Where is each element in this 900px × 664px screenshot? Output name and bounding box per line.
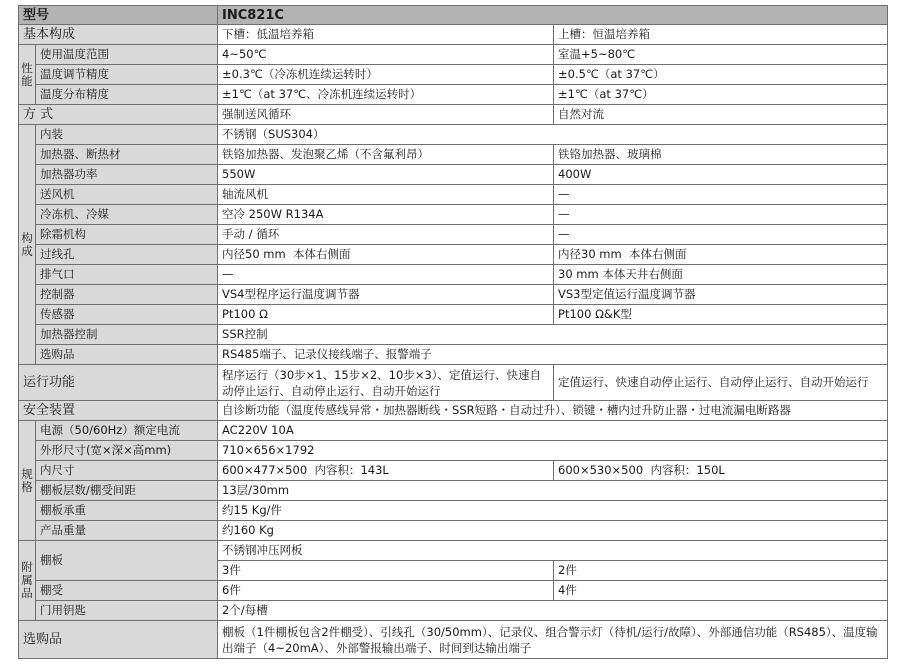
support-label: 棚受 [36, 581, 218, 601]
row-label: 使用温度范围 [36, 45, 218, 65]
shelf-label: 棚板 [36, 541, 218, 581]
constr-row-defrost [19, 225, 888, 245]
safety-value: 自诊断功能（温度传感线异常・加热器断线・SSR短路・自动过升）、锁键・槽内过升防止器・过电流漏电断路器 [218, 401, 888, 421]
cell-lower: ±1℃（at 37℃、冷冻机连续运转时） [218, 85, 554, 105]
row-label: 排气口 [36, 265, 218, 285]
row-label: 冷冻机、冷媒 [36, 205, 218, 225]
basic-label: 基本构成 [19, 25, 218, 45]
row-label: 选购品 [36, 345, 218, 365]
cell-lower: 550W [218, 165, 554, 185]
row-label: 除霜机构 [36, 225, 218, 245]
method-label: 方 式 [19, 105, 218, 125]
cell-upper: 400W [554, 165, 888, 185]
basic-row [19, 25, 888, 45]
row-label: 过线孔 [36, 245, 218, 265]
accessories-group-label: 附属品 [19, 541, 36, 621]
spec-row-power [19, 421, 888, 441]
cell-lower: 内径50 mm 本体右侧面 [218, 245, 554, 265]
safety-row [19, 401, 888, 421]
cell-lower: 空冷 250W R134A [218, 205, 554, 225]
model-value: INC821C [218, 6, 888, 25]
cell-value: AC220V 10A [218, 421, 888, 441]
cell-value: 约15 Kg/件 [218, 501, 888, 521]
cell-lower: 轴流风机 [218, 185, 554, 205]
row-label: 棚板层数/棚受间距 [36, 481, 218, 501]
spec-row-outer-size [19, 441, 888, 461]
constr-row-exhaust [19, 265, 888, 285]
constr-row-sensor [19, 305, 888, 325]
cell-value: 13层/30mm [218, 481, 888, 501]
specs-group-label: 规格 [19, 421, 36, 541]
options-value: 棚板（1件棚板包含2件棚受）、引线孔（30/50mm）、记录仪、组合警示灯（待机/运行/故障）、外部通信功能（RS485）、温度输出端子（4~20mA）、外部警报输出端子、时间到达输出端子 [218, 621, 888, 659]
shelf-upper: 2件 [554, 561, 888, 581]
spec-row-shelf-load [19, 501, 888, 521]
cell-value: RS485端子、记录仪接线端子、报警端子 [218, 345, 888, 365]
row-label: 加热器控制 [36, 325, 218, 345]
constr-row-heater-control [19, 325, 888, 345]
method-row [19, 105, 888, 125]
operation-label: 运行功能 [19, 365, 218, 401]
method-upper: 自然对流 [554, 105, 888, 125]
shelf-lower: 3件 [218, 561, 554, 581]
cell-upper: ±0.5℃（at 37℃） [554, 65, 888, 85]
row-label: 加热器、断热材 [36, 145, 218, 165]
perf-row-temp-accuracy [19, 65, 888, 85]
cell-lower: — [218, 265, 554, 285]
cell-upper: VS3型定值运行温度调节器 [554, 285, 888, 305]
acc-row-key [19, 601, 888, 621]
operation-lower: 程序运行（30步×1、15步×2、10步×3）、定值运行、快速自动停止运行、自动停止运行、自动开始运行 [218, 365, 554, 401]
cell-lower: Pt100 Ω [218, 305, 554, 325]
model-label: 型号 [19, 6, 218, 25]
shelf-desc: 不锈钢冲压网板 [218, 541, 888, 561]
cell-lower: 铁铬加热器、发泡聚乙烯（不含氟利昂） [218, 145, 554, 165]
cell-upper: Pt100 Ω&K型 [554, 305, 888, 325]
safety-label: 安全装置 [19, 401, 218, 421]
row-label: 温度调节精度 [36, 65, 218, 85]
support-lower: 6件 [218, 581, 554, 601]
cell-value: 710×656×1792 [218, 441, 888, 461]
cell-upper: 室温+5~80℃ [554, 45, 888, 65]
row-label: 外形尺寸(宽×深×高mm) [36, 441, 218, 461]
construction-group-label: 构成 [19, 125, 36, 365]
cell-upper: 600×530×500 内容积：150L [554, 461, 888, 481]
cell-upper: — [554, 225, 888, 245]
options-row [19, 621, 888, 659]
spec-table [18, 5, 888, 659]
row-label: 加热器功率 [36, 165, 218, 185]
row-label: 棚板承重 [36, 501, 218, 521]
row-label: 送风机 [36, 185, 218, 205]
row-label: 温度分布精度 [36, 85, 218, 105]
method-lower: 强制送风循环 [218, 105, 554, 125]
cell-upper: 铁铬加热器、玻璃棉 [554, 145, 888, 165]
options-label: 选购品 [19, 621, 218, 659]
operation-upper: 定值运行、快速自动停止运行、自动停止运行、自动开始运行 [554, 365, 888, 401]
constr-row-fan [19, 185, 888, 205]
cell-lower: ±0.3℃（冷冻机连续运转时） [218, 65, 554, 85]
support-upper: 4件 [554, 581, 888, 601]
cell-upper: ±1℃（at 37℃） [554, 85, 888, 105]
row-label: 内装 [36, 125, 218, 145]
row-label: 传感器 [36, 305, 218, 325]
acc-row-shelf-desc [19, 541, 888, 561]
row-label: 产品重量 [36, 521, 218, 541]
basic-lower: 下槽：低温培养箱 [218, 25, 554, 45]
cell-value: 不锈钢（SUS304） [218, 125, 888, 145]
basic-upper: 上槽：恒温培养箱 [554, 25, 888, 45]
cell-value: SSR控制 [218, 325, 888, 345]
constr-row-cable-port [19, 245, 888, 265]
constr-row-heater-insulation [19, 145, 888, 165]
key-value: 2个/每槽 [218, 601, 888, 621]
cell-upper: 内径30 mm 本体右侧面 [554, 245, 888, 265]
perf-row-temp-distribution [19, 85, 888, 105]
cell-lower: 4~50℃ [218, 45, 554, 65]
constr-row-heater-power [19, 165, 888, 185]
constr-row-options [19, 345, 888, 365]
spec-row-weight [19, 521, 888, 541]
spec-row-shelves [19, 481, 888, 501]
row-label: 内尺寸 [36, 461, 218, 481]
cell-lower: VS4型程序运行温度调节器 [218, 285, 554, 305]
cell-upper: — [554, 185, 888, 205]
operation-row [19, 365, 888, 401]
cell-lower: 600×477×500 内容积：143L [218, 461, 554, 481]
constr-row-controller [19, 285, 888, 305]
constr-row-refrigerator [19, 205, 888, 225]
constr-row-interior [19, 125, 888, 145]
key-label: 门用钥匙 [36, 601, 218, 621]
cell-value: 约160 Kg [218, 521, 888, 541]
cell-lower: 手动 / 循环 [218, 225, 554, 245]
row-label: 电源（50/60Hz）额定电流 [36, 421, 218, 441]
row-label: 控制器 [36, 285, 218, 305]
perf-row-temp-range [19, 45, 888, 65]
header-row [19, 6, 888, 25]
performance-group-label: 性能 [19, 45, 36, 105]
acc-row-support [19, 581, 888, 601]
spec-row-inner-size [19, 461, 888, 481]
cell-upper: — [554, 205, 888, 225]
cell-upper: 30 mm 本体天井右侧面 [554, 265, 888, 285]
